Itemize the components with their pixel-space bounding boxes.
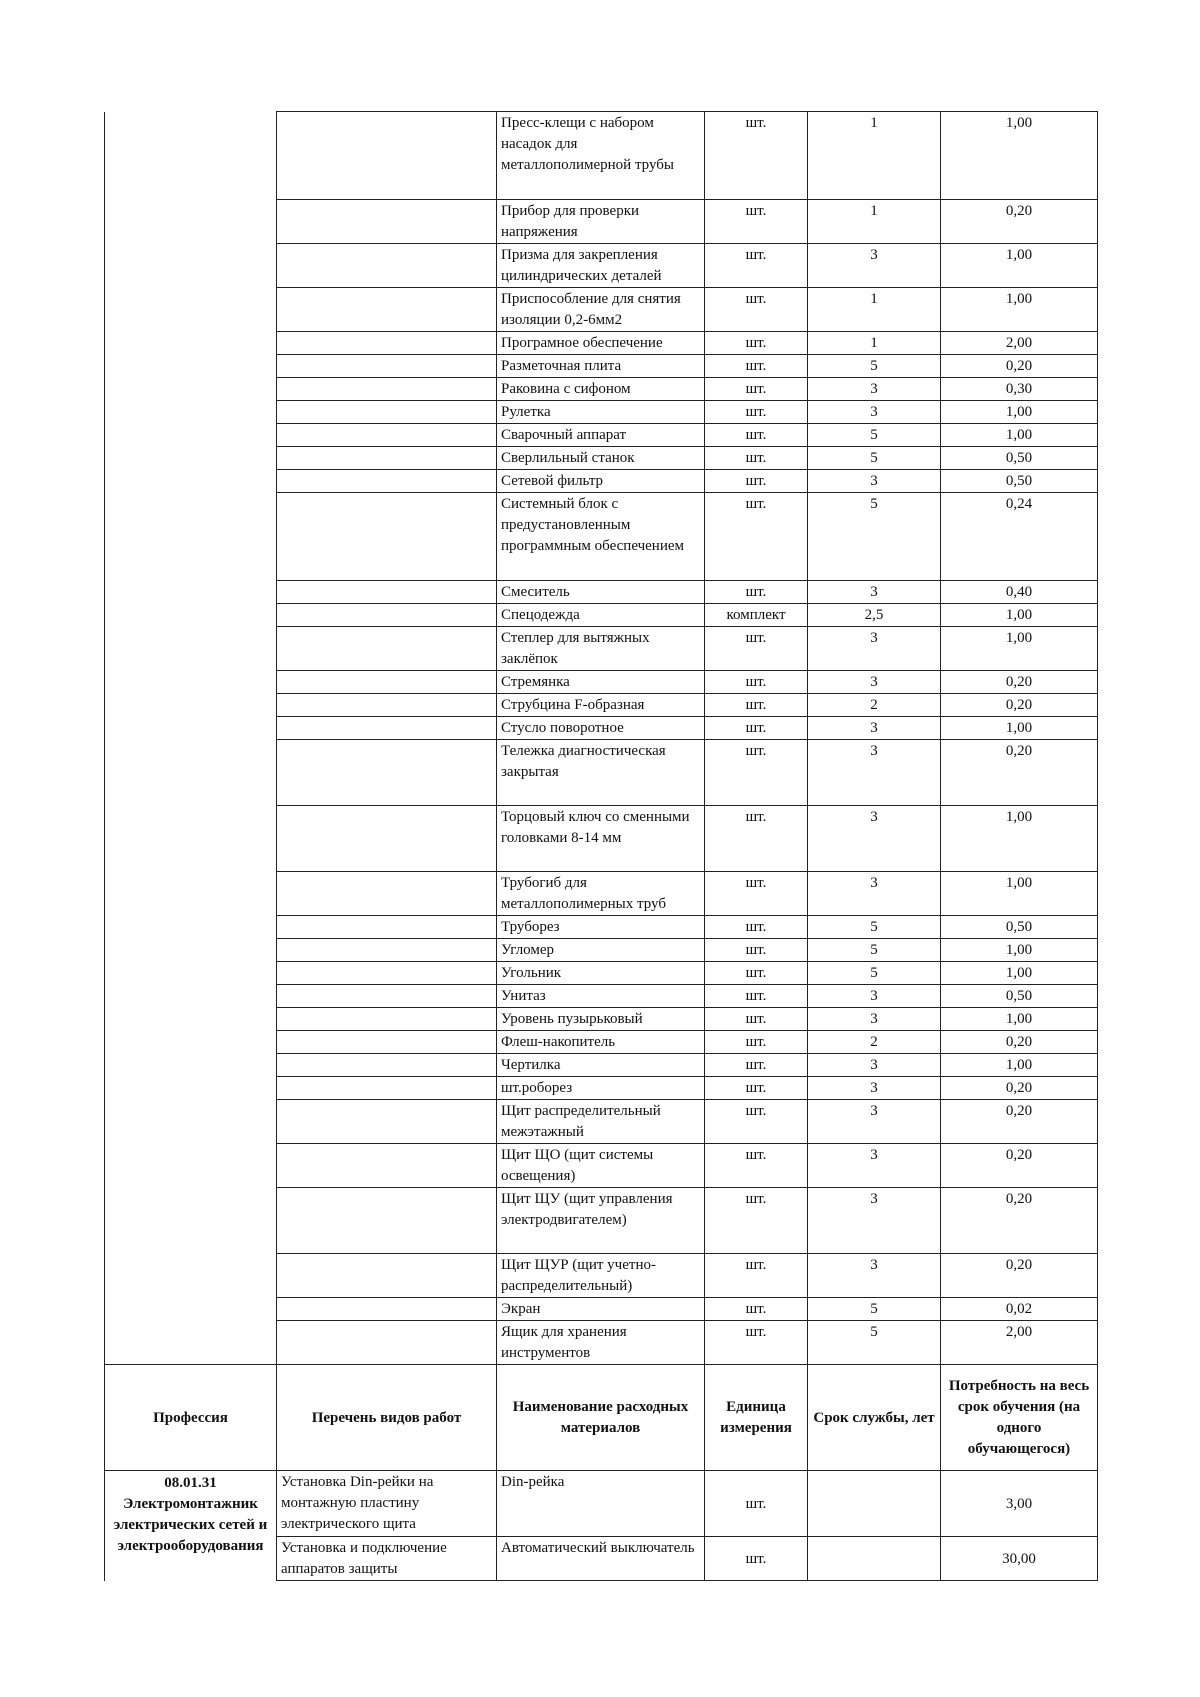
equipment-unit: шт. — [705, 806, 808, 872]
equipment-unit: шт. — [705, 424, 808, 447]
equipment-unit: шт. — [705, 740, 808, 806]
equipment-unit: шт. — [705, 627, 808, 671]
equipment-name: Щит ЩУ (щит управления электродвигателем) — [497, 1188, 705, 1254]
equipment-unit: шт. — [705, 355, 808, 378]
equipment-life: 3 — [808, 1144, 941, 1188]
material-unit: шт. — [705, 1537, 808, 1581]
equipment-name: Степлер для вытяжных заклёпок — [497, 627, 705, 671]
equipment-name: Пресс-клещи с набором насадок для металлополимерной трубы — [497, 112, 705, 200]
equipment-name: Програмное обеспечение — [497, 332, 705, 355]
equipment-life: 3 — [808, 581, 941, 604]
work-blank-cell — [277, 1008, 497, 1031]
equipment-name: Стремянка — [497, 671, 705, 694]
work-blank-cell — [277, 627, 497, 671]
equipment-name: Угольник — [497, 962, 705, 985]
work-blank-cell — [277, 200, 497, 244]
equipment-name: Чертилка — [497, 1054, 705, 1077]
equipment-need: 2,00 — [941, 332, 1098, 355]
equipment-unit: шт. — [705, 985, 808, 1008]
equipment-life: 3 — [808, 1100, 941, 1144]
equipment-unit: шт. — [705, 1100, 808, 1144]
equipment-need: 0,50 — [941, 985, 1098, 1008]
equipment-life: 5 — [808, 939, 941, 962]
equipment-name: Труборез — [497, 916, 705, 939]
equipment-name: Спецодежда — [497, 604, 705, 627]
equipment-name: Угломер — [497, 939, 705, 962]
equipment-need: 1,00 — [941, 604, 1098, 627]
work-blank-cell — [277, 581, 497, 604]
equipment-unit: шт. — [705, 401, 808, 424]
equipment-unit: шт. — [705, 1008, 808, 1031]
equipment-life: 3 — [808, 627, 941, 671]
work-blank-cell — [277, 806, 497, 872]
equipment-name: Приспособление для снятия изоляции 0,2-6мм2 — [497, 288, 705, 332]
equipment-need: 0,20 — [941, 694, 1098, 717]
equipment-need: 0,20 — [941, 671, 1098, 694]
equipment-name: Сварочный аппарат — [497, 424, 705, 447]
equipment-need: 1,00 — [941, 401, 1098, 424]
equipment-unit: шт. — [705, 200, 808, 244]
equipment-unit: шт. — [705, 288, 808, 332]
equipment-need: 1,00 — [941, 112, 1098, 200]
equipment-name: Тележка диагностическая закрытая — [497, 740, 705, 806]
equipment-life: 2,5 — [808, 604, 941, 627]
equipment-need: 1,00 — [941, 288, 1098, 332]
material-name: Din-рейка — [497, 1471, 705, 1537]
equipment-life: 3 — [808, 1054, 941, 1077]
profession-cell — [105, 1471, 277, 1581]
work-blank-cell — [277, 424, 497, 447]
work-blank-cell — [277, 447, 497, 470]
work-blank-cell — [277, 962, 497, 985]
equipment-table — [104, 111, 1098, 1581]
equipment-life: 3 — [808, 985, 941, 1008]
equipment-life: 3 — [808, 717, 941, 740]
equipment-unit: шт. — [705, 493, 808, 581]
equipment-life: 5 — [808, 962, 941, 985]
equipment-life: 5 — [808, 493, 941, 581]
work-blank-cell — [277, 1077, 497, 1100]
equipment-need: 0,30 — [941, 378, 1098, 401]
work-blank-cell — [277, 378, 497, 401]
equipment-unit: шт. — [705, 112, 808, 200]
equipment-need: 0,20 — [941, 355, 1098, 378]
equipment-need: 0,40 — [941, 581, 1098, 604]
equipment-need: 0,20 — [941, 1077, 1098, 1100]
equipment-name: Торцовый ключ со сменными головками 8-14 мм — [497, 806, 705, 872]
profession-title: Электромонтажник электрических сетей и электрооборудования — [113, 1496, 268, 1554]
equipment-life: 3 — [808, 401, 941, 424]
equipment-name: Прибор для проверки напряжения — [497, 200, 705, 244]
header-need: Потребность на весь срок обучения (на одного обучающегося) — [941, 1365, 1098, 1471]
equipment-unit: шт. — [705, 1188, 808, 1254]
work-blank-cell — [277, 985, 497, 1008]
work-blank-cell — [277, 604, 497, 627]
work-blank-cell — [277, 355, 497, 378]
equipment-name: Разметочная плита — [497, 355, 705, 378]
equipment-life: 1 — [808, 332, 941, 355]
equipment-need: 0,50 — [941, 470, 1098, 493]
equipment-name: Флеш-накопитель — [497, 1031, 705, 1054]
equipment-need: 1,00 — [941, 939, 1098, 962]
profession-blank-cell — [105, 112, 277, 1365]
equipment-life: 5 — [808, 424, 941, 447]
equipment-unit: шт. — [705, 962, 808, 985]
equipment-name: Ящик для хранения инструментов — [497, 1321, 705, 1365]
equipment-name: Сетевой фильтр — [497, 470, 705, 493]
equipment-life: 5 — [808, 447, 941, 470]
work-blank-cell — [277, 872, 497, 916]
equipment-need: 0,20 — [941, 1031, 1098, 1054]
material-unit: шт. — [705, 1471, 808, 1537]
equipment-name: Рулетка — [497, 401, 705, 424]
equipment-name: Щит ЩУР (щит учетно-распределительный) — [497, 1254, 705, 1298]
equipment-need: 0,50 — [941, 916, 1098, 939]
equipment-life: 2 — [808, 1031, 941, 1054]
equipment-life: 3 — [808, 1188, 941, 1254]
equipment-unit: шт. — [705, 470, 808, 493]
equipment-life: 1 — [808, 200, 941, 244]
equipment-life: 3 — [808, 470, 941, 493]
material-life — [808, 1537, 941, 1581]
equipment-name: Призма для закрепления цилиндрических деталей — [497, 244, 705, 288]
equipment-need: 0,20 — [941, 200, 1098, 244]
equipment-name: Стусло поворотное — [497, 717, 705, 740]
header-works: Перечень видов работ — [277, 1365, 497, 1471]
equipment-rows — [105, 112, 1098, 1365]
equipment-name: Уровень пузырьковый — [497, 1008, 705, 1031]
equipment-life: 3 — [808, 806, 941, 872]
equipment-unit: шт. — [705, 1077, 808, 1100]
equipment-need: 1,00 — [941, 806, 1098, 872]
equipment-need: 1,00 — [941, 1008, 1098, 1031]
equipment-unit: шт. — [705, 1054, 808, 1077]
equipment-unit: шт. — [705, 671, 808, 694]
equipment-life: 3 — [808, 671, 941, 694]
equipment-name: Струбцина F-образная — [497, 694, 705, 717]
equipment-life: 3 — [808, 872, 941, 916]
equipment-unit: шт. — [705, 244, 808, 288]
equipment-name: Экран — [497, 1298, 705, 1321]
work-blank-cell — [277, 244, 497, 288]
work-blank-cell — [277, 401, 497, 424]
equipment-unit: шт. — [705, 1298, 808, 1321]
equipment-unit: шт. — [705, 332, 808, 355]
equipment-need: 0,50 — [941, 447, 1098, 470]
equipment-need: 1,00 — [941, 244, 1098, 288]
equipment-name: Трубогиб для металлополимерных труб — [497, 872, 705, 916]
equipment-need: 0,20 — [941, 1188, 1098, 1254]
material-need: 3,00 — [941, 1471, 1098, 1537]
equipment-unit: шт. — [705, 872, 808, 916]
header-life: Срок службы, лет — [808, 1365, 941, 1471]
equipment-unit: шт. — [705, 1321, 808, 1365]
equipment-unit: шт. — [705, 717, 808, 740]
equipment-need: 0,20 — [941, 1100, 1098, 1144]
equipment-name: шт.роборез — [497, 1077, 705, 1100]
equipment-need: 1,00 — [941, 627, 1098, 671]
work-blank-cell — [277, 1254, 497, 1298]
work-blank-cell — [277, 939, 497, 962]
work-blank-cell — [277, 1298, 497, 1321]
equipment-need: 1,00 — [941, 424, 1098, 447]
work-blank-cell — [277, 1100, 497, 1144]
equipment-life: 3 — [808, 1254, 941, 1298]
equipment-unit: шт. — [705, 916, 808, 939]
equipment-need: 1,00 — [941, 1054, 1098, 1077]
equipment-need: 1,00 — [941, 872, 1098, 916]
equipment-life: 1 — [808, 112, 941, 200]
equipment-need: 0,24 — [941, 493, 1098, 581]
work-blank-cell — [277, 916, 497, 939]
work-blank-cell — [277, 1054, 497, 1077]
equipment-name: Щит распределительный межэтажный — [497, 1100, 705, 1144]
equipment-unit: шт. — [705, 939, 808, 962]
work-blank-cell — [277, 671, 497, 694]
equipment-row — [105, 112, 1098, 200]
equipment-life: 3 — [808, 740, 941, 806]
equipment-life: 2 — [808, 694, 941, 717]
equipment-life: 5 — [808, 355, 941, 378]
profession-code: 08.01.31 — [164, 1475, 217, 1491]
work-blank-cell — [277, 1188, 497, 1254]
work-blank-cell — [277, 694, 497, 717]
equipment-life: 5 — [808, 1298, 941, 1321]
equipment-life: 3 — [808, 378, 941, 401]
material-row — [105, 1471, 1098, 1537]
equipment-need: 0,20 — [941, 1254, 1098, 1298]
equipment-unit: шт. — [705, 1144, 808, 1188]
work-blank-cell — [277, 288, 497, 332]
equipment-name: Щит ЩО (щит системы освещения) — [497, 1144, 705, 1188]
equipment-need: 0,20 — [941, 1144, 1098, 1188]
equipment-need: 0,02 — [941, 1298, 1098, 1321]
work-blank-cell — [277, 493, 497, 581]
equipment-unit: комплект — [705, 604, 808, 627]
equipment-life: 3 — [808, 244, 941, 288]
work-blank-cell — [277, 1031, 497, 1054]
equipment-name: Смеситель — [497, 581, 705, 604]
equipment-need: 1,00 — [941, 717, 1098, 740]
material-work: Установка Din-рейки на монтажную пластину электрического щита — [277, 1471, 497, 1537]
work-blank-cell — [277, 1321, 497, 1365]
equipment-need: 2,00 — [941, 1321, 1098, 1365]
material-name: Автоматический выключатель — [497, 1537, 705, 1581]
equipment-unit: шт. — [705, 1031, 808, 1054]
equipment-unit: шт. — [705, 378, 808, 401]
equipment-unit: шт. — [705, 447, 808, 470]
header-material: Наименование расходных материалов — [497, 1365, 705, 1471]
equipment-name: Сверлильный станок — [497, 447, 705, 470]
equipment-need: 0,20 — [941, 740, 1098, 806]
equipment-life: 5 — [808, 1321, 941, 1365]
material-need: 30,00 — [941, 1537, 1098, 1581]
work-blank-cell — [277, 470, 497, 493]
equipment-life: 1 — [808, 288, 941, 332]
material-life — [808, 1471, 941, 1537]
work-blank-cell — [277, 717, 497, 740]
equipment-life: 3 — [808, 1008, 941, 1031]
equipment-life: 3 — [808, 1077, 941, 1100]
material-work: Установка и подключение аппаратов защиты — [277, 1537, 497, 1581]
equipment-life: 5 — [808, 916, 941, 939]
equipment-unit: шт. — [705, 1254, 808, 1298]
equipment-unit: шт. — [705, 694, 808, 717]
materials-section — [105, 1365, 1098, 1581]
equipment-name: Унитаз — [497, 985, 705, 1008]
work-blank-cell — [277, 112, 497, 200]
document-page — [104, 111, 1098, 1581]
header-unit: Единица измерения — [705, 1365, 808, 1471]
work-blank-cell — [277, 1144, 497, 1188]
equipment-need: 1,00 — [941, 962, 1098, 985]
equipment-name: Системный блок с предустановленным программным обеспечением — [497, 493, 705, 581]
equipment-name: Раковина с сифоном — [497, 378, 705, 401]
header-profession: Профессия — [105, 1365, 277, 1471]
materials-header-row — [105, 1365, 1098, 1471]
work-blank-cell — [277, 740, 497, 806]
work-blank-cell — [277, 332, 497, 355]
equipment-unit: шт. — [705, 581, 808, 604]
